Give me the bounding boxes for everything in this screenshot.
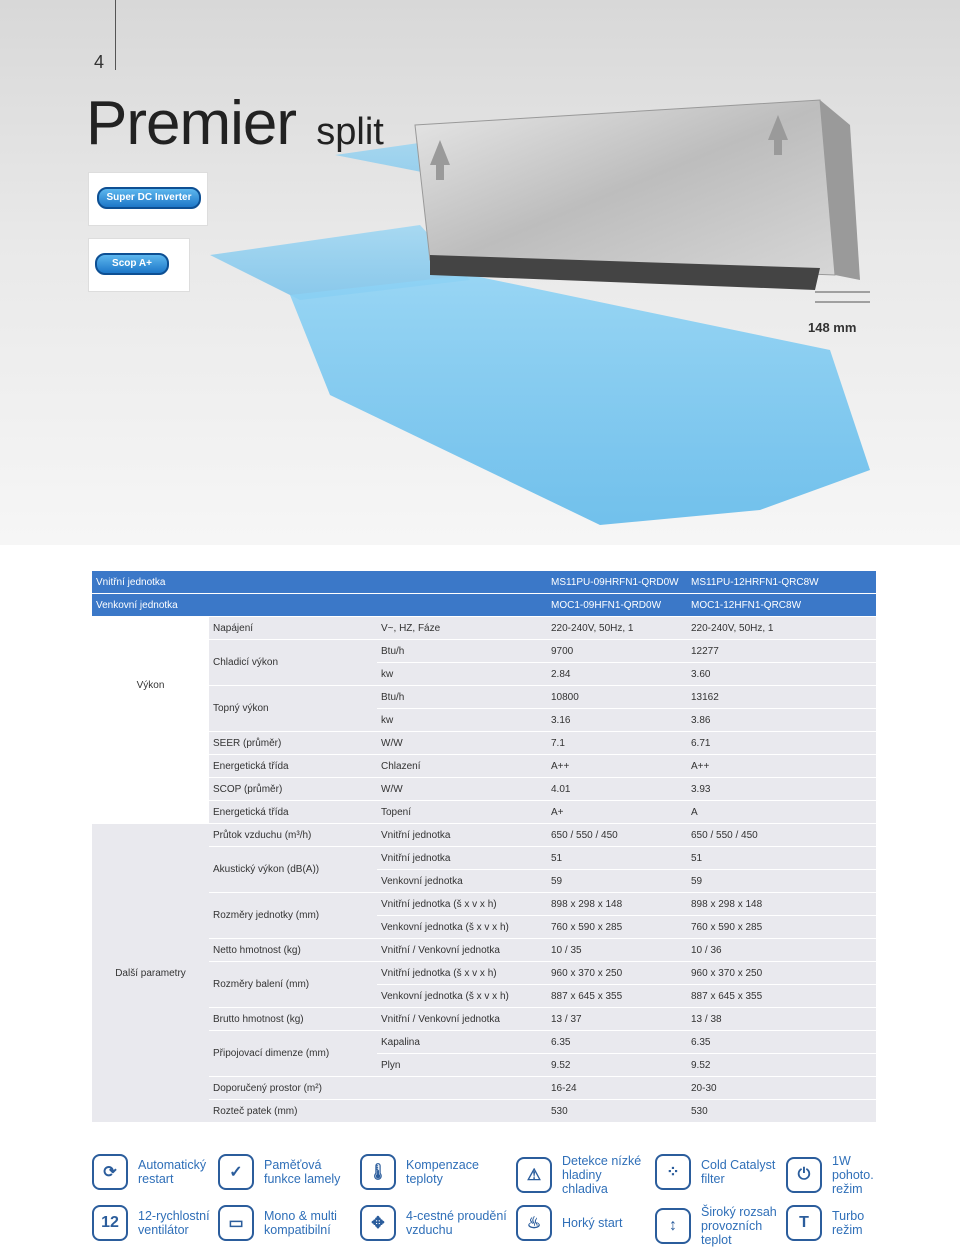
row-unit: Vnitřní jednotka (š x v x h)	[377, 893, 547, 916]
row-unit	[377, 1077, 547, 1100]
feature-label: Kompenzace teploty	[406, 1158, 479, 1186]
row-unit: kw	[377, 663, 547, 686]
value-1: 59	[547, 870, 687, 893]
feature-item	[786, 1205, 892, 1241]
wide-range-icon: ↕	[655, 1208, 691, 1244]
value-1: 760 x 590 x 285	[547, 916, 687, 939]
turbo-icon: T	[786, 1205, 822, 1241]
feature-item	[655, 1154, 786, 1190]
row-chladici	[92, 640, 876, 663]
row-akusticky	[92, 847, 876, 870]
row-unit: Btu/h	[377, 686, 547, 709]
row-napajeni	[92, 617, 876, 640]
value-2: 760 x 590 x 285	[687, 916, 876, 939]
row-unit: Venkovní jednotka (š x v x h)	[377, 916, 547, 939]
model-1: MOC1-09HFN1-QRD0W	[547, 594, 687, 617]
value-1: 960 x 370 x 250	[547, 962, 687, 985]
badge-label: Scop A+	[95, 253, 169, 275]
row-energy-cool	[92, 755, 876, 778]
row-unit: Vnitřní / Venkovní jednotka	[377, 939, 547, 962]
row-pripojovaci	[92, 1031, 876, 1054]
title-main: Premier	[86, 89, 297, 158]
feature-item	[218, 1205, 354, 1241]
ac-unit-illustration	[0, 0, 960, 545]
row-seer	[92, 732, 876, 755]
row-label: SEER (průměr)	[209, 732, 377, 755]
value-2: 51	[687, 847, 876, 870]
row-label: Topný výkon	[209, 686, 377, 732]
airflow-4way-icon: ✥	[360, 1205, 396, 1241]
feature-item	[92, 1205, 228, 1241]
row-label: Energetická třída	[209, 755, 377, 778]
row-unit: Topení	[377, 801, 547, 824]
value-1: 16-24	[547, 1077, 687, 1100]
value-2: 887 x 645 x 355	[687, 985, 876, 1008]
value-2: 530	[687, 1100, 876, 1123]
spec-table	[92, 571, 876, 1123]
model-1: MS11PU-09HRFN1-QRD0W	[547, 571, 687, 594]
value-2: 13162	[687, 686, 876, 709]
value-2: 3.93	[687, 778, 876, 801]
row-unit: Chlazení	[377, 755, 547, 778]
feature-label: 12-rychlostní ventilátor	[138, 1209, 210, 1237]
badge-label: Super DC Inverter	[97, 187, 201, 209]
airflow-main	[290, 275, 870, 525]
standby-1w-icon: ⏻	[786, 1157, 822, 1193]
value-2: 13 / 38	[687, 1008, 876, 1031]
row-unit: Vnitřní / Venkovní jednotka	[377, 1008, 547, 1031]
row-label: Napájení	[209, 617, 377, 640]
value-1: 2.84	[547, 663, 687, 686]
value-1: 7.1	[547, 732, 687, 755]
row-label: SCOP (průměr)	[209, 778, 377, 801]
row-unit: W/W	[377, 732, 547, 755]
value-2: 9.52	[687, 1054, 876, 1077]
row-unit	[377, 1100, 547, 1123]
feature-label: 1W pohoto. režim	[832, 1154, 874, 1196]
feature-label: Cold Catalyst filter	[701, 1158, 776, 1186]
feature-item	[516, 1205, 642, 1241]
feature-item	[786, 1154, 892, 1196]
hero-image	[0, 0, 960, 545]
value-1: 51	[547, 847, 687, 870]
row-label: Energetická třída	[209, 801, 377, 824]
value-1: 9700	[547, 640, 687, 663]
header-label: Vnitřní jednotka	[92, 571, 547, 594]
value-1: 10 / 35	[547, 939, 687, 962]
value-1: 6.35	[547, 1031, 687, 1054]
row-baleni	[92, 962, 876, 985]
feature-item	[516, 1154, 642, 1196]
value-2: 3.60	[687, 663, 876, 686]
value-2: 6.35	[687, 1031, 876, 1054]
value-2: 59	[687, 870, 876, 893]
value-2: 6.71	[687, 732, 876, 755]
row-topny	[92, 686, 876, 709]
row-prostor	[92, 1077, 876, 1100]
row-roztec	[92, 1100, 876, 1123]
feature-label: Horký start	[562, 1216, 623, 1230]
louver-memory-icon: ✓	[218, 1154, 254, 1190]
value-1: A+	[547, 801, 687, 824]
feature-item	[360, 1205, 516, 1241]
feature-item	[360, 1154, 496, 1190]
value-2: 3.86	[687, 709, 876, 732]
row-label: Rozměry jednotky (mm)	[209, 893, 377, 939]
row-prutok	[92, 824, 876, 847]
row-unit: Plyn	[377, 1054, 547, 1077]
title-sub: split	[316, 111, 384, 153]
feature-label: Detekce nízké hladiny chladiva	[562, 1154, 642, 1196]
row-label: Chladicí výkon	[209, 640, 377, 686]
row-unit: Vnitřní jednotka	[377, 847, 547, 870]
value-2: A	[687, 801, 876, 824]
row-unit: V~, HZ, Fáze	[377, 617, 547, 640]
row-unit: W/W	[377, 778, 547, 801]
header-row-indoor	[92, 571, 876, 594]
feature-label: Automatický restart	[138, 1158, 207, 1186]
fan-speed-icon: 12	[92, 1205, 128, 1241]
value-1: 650 / 550 / 450	[547, 824, 687, 847]
row-unit: Btu/h	[377, 640, 547, 663]
value-2: 20-30	[687, 1077, 876, 1100]
value-1: 13 / 37	[547, 1008, 687, 1031]
row-unit: kw	[377, 709, 547, 732]
mono-multi-icon: ▭	[218, 1205, 254, 1241]
value-1: 898 x 298 x 148	[547, 893, 687, 916]
value-1: A++	[547, 755, 687, 778]
auto-restart-icon: ⟳	[92, 1154, 128, 1190]
row-brutto	[92, 1008, 876, 1031]
row-unit: Venkovní jednotka	[377, 870, 547, 893]
value-1: 9.52	[547, 1054, 687, 1077]
row-label: Akustický výkon (dB(A))	[209, 847, 377, 893]
row-label: Netto hmotnost (kg)	[209, 939, 377, 962]
feature-label: Turbo režim	[832, 1209, 865, 1237]
feature-item	[92, 1154, 228, 1190]
header-label: Venkovní jednotka	[92, 594, 547, 617]
value-2: 220-240V, 50Hz, 1	[687, 617, 876, 640]
value-2: 650 / 550 / 450	[687, 824, 876, 847]
value-2: A++	[687, 755, 876, 778]
row-scop	[92, 778, 876, 801]
model-2: MS11PU-12HRFN1-QRC8W	[687, 571, 876, 594]
header-row-outdoor	[92, 594, 876, 617]
row-rozmery	[92, 893, 876, 916]
row-label: Brutto hmotnost (kg)	[209, 1008, 377, 1031]
row-label: Průtok vzduchu (m³/h)	[209, 824, 377, 847]
row-unit: Vnitřní jednotka	[377, 824, 547, 847]
depth-dimension-label: 148 mm	[808, 320, 857, 335]
value-1: 530	[547, 1100, 687, 1123]
value-1: 3.16	[547, 709, 687, 732]
feature-label: Paměťová funkce lamely	[264, 1158, 341, 1186]
value-1: 4.01	[547, 778, 687, 801]
group-vykon: Výkon	[92, 640, 209, 732]
feature-item	[218, 1154, 344, 1190]
value-1: 220-240V, 50Hz, 1	[547, 617, 687, 640]
row-label: Rozteč patek (mm)	[209, 1100, 377, 1123]
value-1: 887 x 645 x 355	[547, 985, 687, 1008]
value-2: 10 / 36	[687, 939, 876, 962]
feature-label: Mono & multi kompatibilní	[264, 1209, 337, 1237]
value-2: 898 x 298 x 148	[687, 893, 876, 916]
feature-label: 4-cestné proudění vzduchu	[406, 1209, 507, 1237]
page-number: 4	[94, 52, 105, 72]
row-label: Doporučený prostor (m²)	[209, 1077, 377, 1100]
hot-start-icon: ♨	[516, 1205, 552, 1241]
model-2: MOC1-12HFN1-QRC8W	[687, 594, 876, 617]
row-unit: Vnitřní jednotka (š x v x h)	[377, 962, 547, 985]
feature-label: Široký rozsah provozních teplot	[701, 1205, 777, 1247]
thermometer-icon: 🌡	[360, 1154, 396, 1190]
cold-catalyst-icon: ⁘	[655, 1154, 691, 1190]
row-unit: Kapalina	[377, 1031, 547, 1054]
row-energy-heat	[92, 801, 876, 824]
group-dalsi: Další parametry	[92, 824, 209, 1123]
row-label: Rozměry balení (mm)	[209, 962, 377, 1008]
row-label: Připojovací dimenze (mm)	[209, 1031, 377, 1077]
feature-item	[655, 1205, 781, 1247]
row-unit: Venkovní jednotka (š x v x h)	[377, 985, 547, 1008]
value-2: 960 x 370 x 250	[687, 962, 876, 985]
value-1: 10800	[547, 686, 687, 709]
ac-body	[415, 100, 835, 275]
value-2: 12277	[687, 640, 876, 663]
row-netto	[92, 939, 876, 962]
low-refrigerant-icon: ⚠	[516, 1157, 552, 1193]
